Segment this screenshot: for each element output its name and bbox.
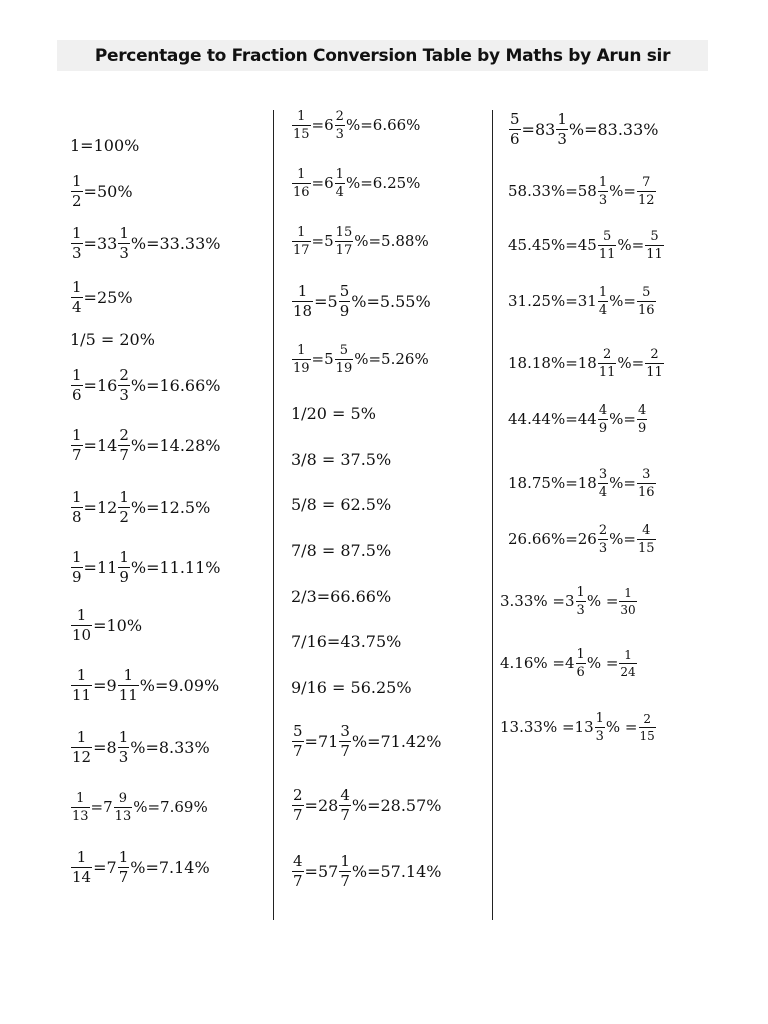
numerator: 4: [637, 403, 647, 418]
fraction: [292, 854, 304, 890]
numerator: 5: [650, 229, 659, 244]
table-row: [291, 634, 401, 650]
numerator: 5: [510, 110, 520, 128]
fraction: [114, 792, 133, 823]
numerator: 5: [602, 229, 612, 244]
cell-text: %=: [609, 474, 636, 493]
numerator: 1: [624, 586, 632, 601]
cell-text: 7/16=43.75%: [291, 632, 402, 651]
cell-text: 58.33%=58: [508, 182, 597, 201]
fraction: [339, 284, 351, 320]
table-row: [291, 110, 420, 141]
cell-text: 18.18%=18: [508, 354, 597, 373]
denominator: 7: [119, 445, 129, 464]
cell-text: =14: [83, 435, 118, 455]
numerator: 1: [598, 175, 608, 190]
cell-text: 44.44%=44: [508, 410, 597, 429]
numerator: 1: [72, 426, 82, 444]
cell-text: 3/8 = 37.5%: [291, 450, 392, 469]
fraction: [71, 428, 83, 464]
cell-text: %=5.55%: [351, 291, 431, 311]
fraction: [118, 550, 130, 586]
numerator: 1: [297, 282, 308, 300]
fraction: [576, 586, 586, 617]
numerator: 5: [293, 722, 303, 740]
table-row: [291, 226, 429, 257]
cell-text: %=6.66%: [345, 116, 421, 135]
fraction: [71, 280, 83, 316]
fraction: [335, 110, 345, 141]
numerator: 1: [72, 172, 82, 190]
denominator: 3: [72, 243, 82, 262]
table-row: [70, 368, 220, 404]
denominator: 3: [557, 129, 567, 148]
numerator: 1: [340, 852, 350, 870]
page-title: Percentage to Fraction Conversion Table by Maths by Arun sir: [94, 45, 671, 66]
cell-text: %=: [609, 182, 636, 201]
denominator: 7: [293, 741, 303, 760]
fraction: [292, 168, 311, 199]
fraction: [335, 226, 354, 257]
numerator: 7: [642, 175, 651, 190]
fraction: [335, 168, 345, 199]
numerator: 2: [119, 366, 129, 384]
denominator: 9: [72, 567, 82, 586]
fraction: [71, 174, 83, 210]
table-row: [291, 680, 412, 696]
cell-text: %=71.42%: [351, 731, 442, 751]
numerator: 1: [624, 648, 632, 663]
cell-text: %=83.33%: [568, 119, 659, 139]
denominator: 11: [646, 246, 663, 262]
column-1: [70, 110, 270, 919]
cell-text: =7: [93, 857, 117, 877]
table-row: [500, 648, 638, 679]
title-bar: [57, 40, 708, 71]
numerator: 2: [650, 347, 659, 362]
numerator: 1: [76, 728, 87, 746]
table-row: [291, 724, 441, 760]
denominator: 11: [598, 246, 616, 262]
numerator: 2: [643, 712, 651, 727]
denominator: 4: [335, 184, 344, 200]
denominator: 11: [72, 685, 92, 704]
column-3-lower: [500, 110, 730, 919]
fraction: [292, 788, 304, 824]
numerator: 4: [340, 786, 350, 804]
table-row: [70, 668, 219, 704]
denominator: 15: [639, 728, 655, 743]
denominator: 12: [637, 192, 655, 208]
denominator: 7: [72, 445, 82, 464]
fraction: [292, 226, 311, 257]
numerator: 1: [335, 167, 344, 182]
numerator: 1: [76, 791, 85, 806]
denominator: 16: [293, 184, 310, 200]
cell-text: %=7.14%: [130, 857, 210, 877]
fraction: [292, 284, 313, 320]
table-row: [291, 543, 391, 559]
denominator: 6: [510, 129, 520, 148]
numerator: 4: [642, 523, 651, 538]
numerator: 1: [119, 548, 129, 566]
numerator: 2: [598, 523, 608, 538]
denominator: 3: [119, 385, 129, 404]
numerator: 2: [293, 786, 303, 804]
cell-text: %=28.57%: [351, 795, 442, 815]
table-row: [70, 174, 133, 210]
fraction: [118, 428, 130, 464]
denominator: 11: [118, 685, 138, 704]
fraction: [118, 850, 130, 886]
numerator: 2: [602, 347, 612, 362]
cell-text: %=16.66%: [130, 375, 221, 395]
denominator: 30: [620, 602, 636, 617]
denominator: 13: [114, 808, 132, 824]
numerator: 4: [293, 852, 303, 870]
cell-text: 18.75%=18: [508, 474, 597, 493]
table-row: [70, 226, 220, 262]
cell-text: %=6.25%: [345, 174, 421, 193]
numerator: 5: [642, 285, 651, 300]
numerator: 1: [72, 548, 82, 566]
numerator: 1: [119, 224, 129, 242]
numerator: 15: [335, 225, 353, 240]
denominator: 9: [598, 420, 608, 436]
cell-text: %=11.11%: [130, 557, 221, 577]
fraction: [71, 368, 83, 404]
numerator: 1: [119, 488, 129, 506]
fraction: [71, 550, 83, 586]
numerator: 1: [72, 488, 82, 506]
cell-text: % =: [586, 592, 619, 611]
denominator: 4: [598, 302, 608, 318]
denominator: 6: [72, 385, 82, 404]
numerator: 2: [335, 109, 344, 124]
denominator: 3: [598, 540, 608, 556]
table-row: [500, 712, 657, 743]
denominator: 7: [340, 741, 350, 760]
denominator: 17: [335, 242, 353, 258]
numerator: 1: [76, 848, 87, 866]
denominator: 7: [293, 805, 303, 824]
cell-text: =7: [90, 798, 113, 817]
denominator: 18: [293, 301, 313, 320]
fraction: [339, 854, 351, 890]
cell-text: 1=100%: [70, 136, 140, 155]
cell-text: %=9.09%: [139, 675, 220, 695]
table-row: [70, 850, 210, 886]
table-row: [291, 452, 391, 468]
numerator: 1: [598, 285, 608, 300]
cell-text: =10%: [93, 615, 143, 635]
numerator: 1: [297, 343, 306, 358]
denominator: 9: [637, 420, 647, 436]
table-row: [70, 792, 208, 823]
fraction: [71, 490, 83, 526]
numerator: 1: [72, 224, 82, 242]
fraction: [292, 344, 311, 375]
denominator: 10: [72, 625, 92, 644]
table-row: [70, 550, 220, 586]
cell-text: =5: [314, 291, 338, 311]
fraction: [118, 730, 130, 766]
numerator: 9: [118, 791, 128, 806]
cell-text: =25%: [83, 287, 133, 307]
denominator: 7: [340, 871, 350, 890]
denominator: 2: [72, 191, 82, 210]
cell-text: =57: [304, 861, 339, 881]
denominator: 12: [72, 747, 92, 766]
fraction: [619, 587, 636, 616]
cell-text: %=8.33%: [130, 737, 210, 757]
denominator: 3: [595, 728, 604, 744]
cell-text: %=33.33%: [130, 233, 221, 253]
cell-text: 31.25%=31: [508, 292, 597, 311]
fraction: [71, 668, 92, 704]
cell-text: %=: [617, 354, 645, 373]
table-row: [291, 168, 420, 199]
denominator: 3: [118, 747, 129, 766]
denominator: 9: [339, 301, 350, 320]
denominator: 7: [340, 805, 350, 824]
fraction: [292, 110, 311, 141]
table-row: [291, 854, 441, 890]
numerator: 1: [118, 728, 129, 746]
fraction: [339, 724, 351, 760]
denominator: 9: [119, 567, 129, 586]
numerator: 1: [557, 110, 567, 128]
numerator: 4: [598, 403, 608, 418]
fraction: [118, 368, 130, 404]
numerator: 5: [339, 343, 349, 358]
fraction: [71, 608, 92, 644]
denominator: 14: [72, 867, 92, 886]
table-row: [291, 406, 376, 422]
cell-text: 7/8 = 87.5%: [291, 541, 392, 560]
denominator: 7: [118, 867, 129, 886]
cell-text: =11: [83, 557, 118, 577]
fraction: [71, 226, 83, 262]
numerator: 3: [642, 467, 651, 482]
cell-text: 9/16 = 56.25%: [291, 678, 412, 697]
table-row: [70, 428, 220, 464]
cell-text: 2/3=66.66%: [291, 587, 392, 606]
fraction: [71, 850, 92, 886]
cell-text: 5/8 = 62.5%: [291, 495, 392, 514]
denominator: 19: [335, 360, 353, 376]
numerator: 1: [297, 109, 306, 124]
cell-text: %=12.5%: [130, 497, 211, 517]
cell-text: %=: [609, 530, 636, 549]
cell-text: =8: [93, 737, 117, 757]
cell-text: % =: [605, 718, 638, 737]
denominator: 24: [620, 664, 636, 679]
denominator: 19: [293, 360, 310, 376]
numerator: 1: [123, 666, 133, 684]
denominator: 15: [293, 126, 310, 142]
column-divider-left: [273, 110, 274, 920]
numerator: 1: [576, 585, 585, 600]
numerator: 1: [595, 711, 604, 726]
denominator: 16: [637, 302, 655, 318]
cell-text: %=7.69%: [133, 798, 208, 817]
cell-text: =9: [93, 675, 117, 695]
table-row: [70, 332, 155, 348]
numerator: 2: [119, 426, 129, 444]
cell-text: %=: [609, 292, 636, 311]
fraction: [339, 788, 351, 824]
table-row: [70, 730, 210, 766]
cell-text: =12: [83, 497, 118, 517]
denominator: 17: [293, 242, 310, 258]
table-row: [70, 608, 142, 644]
denominator: 15: [637, 540, 655, 556]
table-row: [70, 138, 139, 154]
fraction: [292, 724, 304, 760]
table-row: [70, 280, 133, 316]
fraction: [71, 730, 92, 766]
denominator: 3: [119, 243, 129, 262]
numerator: 1: [297, 225, 306, 240]
denominator: 3: [335, 126, 344, 142]
cell-text: %=5.88%: [354, 232, 429, 251]
cell-text: =6: [311, 116, 334, 135]
fraction: [118, 668, 139, 704]
cell-text: =6: [311, 174, 334, 193]
cell-text: %=57.14%: [351, 861, 442, 881]
cell-text: =71: [304, 731, 339, 751]
denominator: 11: [598, 364, 616, 380]
numerator: 1: [72, 366, 82, 384]
cell-text: 1/20 = 5%: [291, 404, 376, 423]
numerator: 3: [598, 467, 608, 482]
denominator: 6: [576, 664, 585, 680]
numerator: 1: [72, 278, 82, 296]
fraction: [71, 792, 90, 823]
denominator: 3: [576, 602, 585, 618]
column-divider-right: [492, 110, 493, 920]
table-row: [291, 284, 431, 320]
cell-text: =83: [521, 119, 556, 139]
fraction: [595, 712, 605, 743]
cell-text: =33: [83, 233, 118, 253]
table-row: [291, 589, 391, 605]
cell-text: 45.45%=45: [508, 236, 597, 255]
fraction: [639, 713, 656, 742]
fraction: [619, 649, 636, 678]
cell-text: % =: [586, 654, 619, 673]
table-row: [291, 344, 429, 375]
denominator: 4: [72, 297, 82, 316]
cell-text: 3.33% =3: [500, 592, 575, 611]
numerator: 5: [339, 282, 350, 300]
denominator: 2: [119, 507, 129, 526]
column-2: [291, 110, 486, 919]
cell-text: 1/5 = 20%: [70, 330, 155, 349]
cell-text: %=5.26%: [354, 350, 429, 369]
numerator: 1: [76, 606, 87, 624]
numerator: 1: [118, 848, 129, 866]
cell-text: =5: [311, 350, 334, 369]
cell-text: %=: [609, 410, 636, 429]
denominator: 4: [598, 484, 608, 500]
cell-text: =50%: [83, 181, 133, 201]
table-row: [70, 490, 210, 526]
fraction: [576, 648, 586, 679]
cell-text: %=14.28%: [130, 435, 221, 455]
denominator: 16: [637, 484, 655, 500]
table-row: [291, 788, 441, 824]
table-row: [291, 497, 391, 513]
cell-text: =28: [304, 795, 339, 815]
fraction: [335, 344, 354, 375]
numerator: 3: [340, 722, 350, 740]
numerator: 1: [76, 666, 87, 684]
denominator: 8: [72, 507, 82, 526]
numerator: 1: [297, 167, 306, 182]
cell-text: %=: [617, 236, 645, 255]
denominator: 11: [646, 364, 663, 380]
cell-text: 4.16% =4: [500, 654, 575, 673]
fraction: [118, 490, 130, 526]
denominator: 7: [293, 871, 303, 890]
numerator: 1: [576, 647, 585, 662]
denominator: 3: [598, 192, 608, 208]
denominator: 13: [72, 808, 89, 824]
cell-text: =16: [83, 375, 118, 395]
mixed-fraction: [118, 226, 130, 262]
table-row: [500, 586, 638, 617]
cell-text: 13.33% =13: [500, 718, 594, 737]
cell-text: =5: [311, 232, 334, 251]
cell-text: 26.66%=26: [508, 530, 597, 549]
